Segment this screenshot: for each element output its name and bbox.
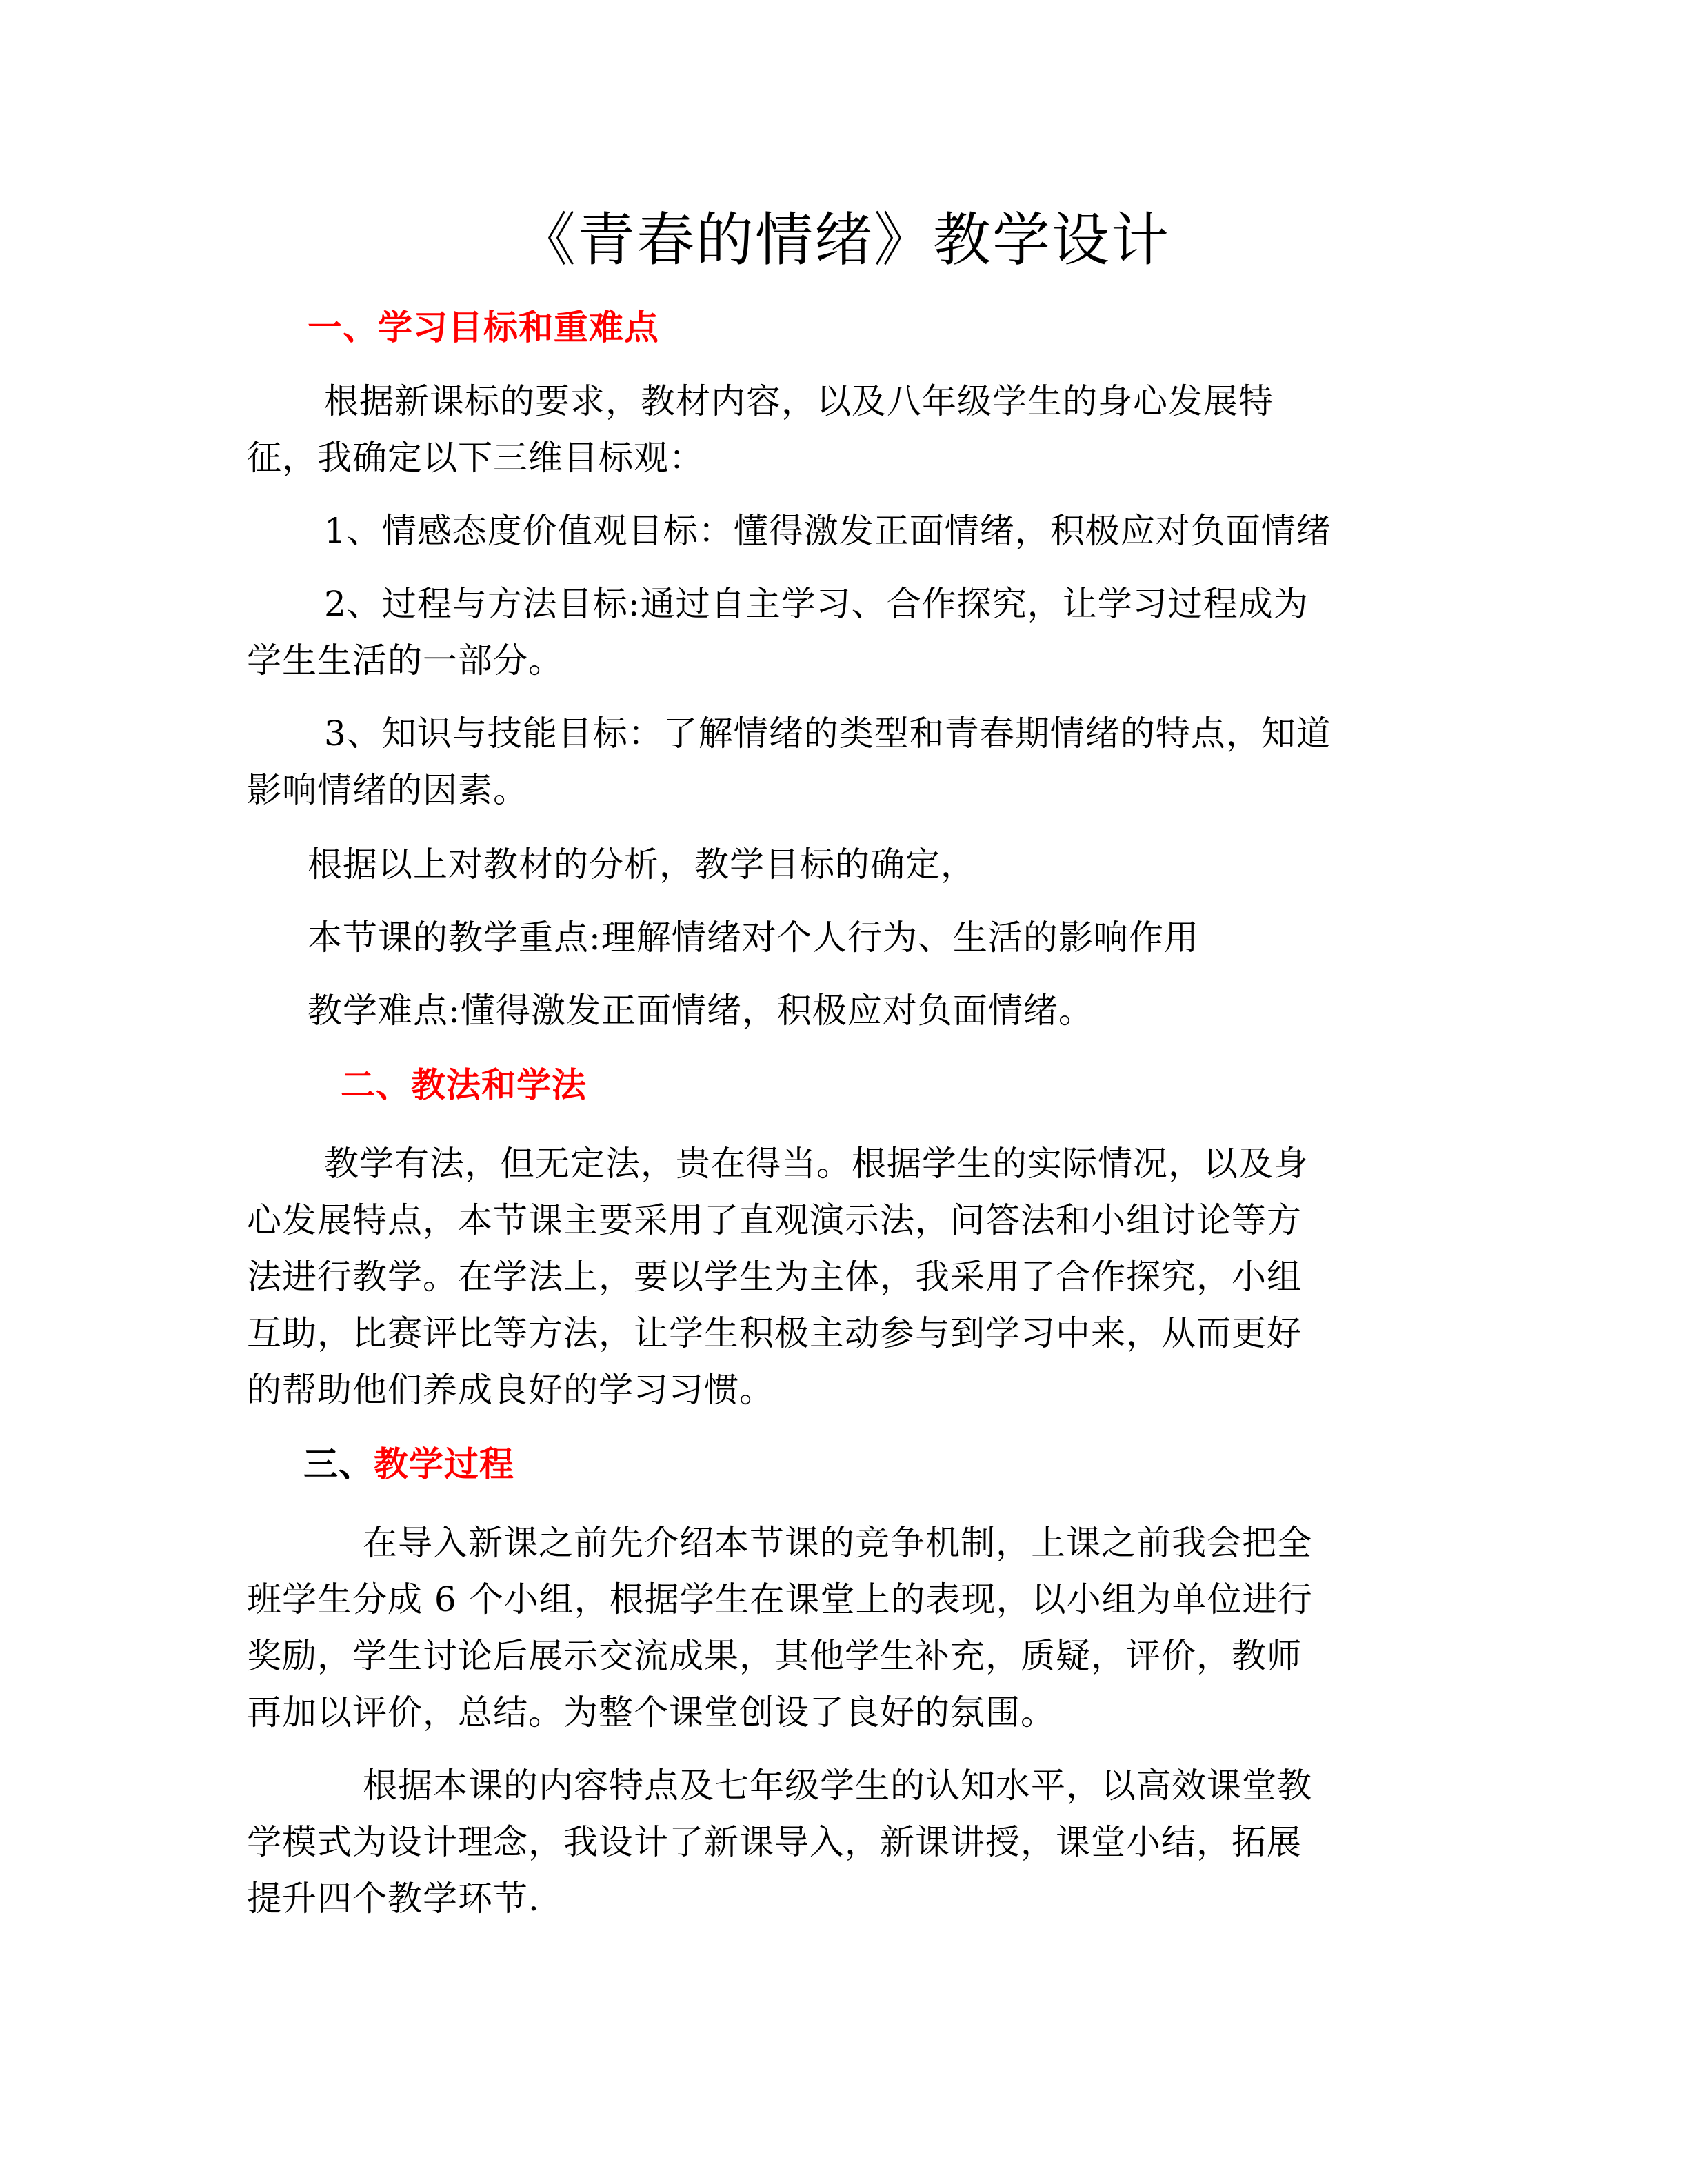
section1-goal2-line2: 学生生活的一部分。 [247,640,563,680]
section2-body-line5: 的帮助他们养成良好的学习习惯。 [247,1370,774,1410]
section3-para2-line1: 根据本课的内容特点及七年级学生的认知水平，以高效课堂教 [363,1766,1312,1806]
section1-intro-line2: 征，我确定以下三维目标观： [247,438,704,478]
section3-para1-line4: 再加以评价，总结。为整个课堂创设了良好的氛围。 [247,1692,1056,1732]
section2-body-line4: 互助，比赛评比等方法，让学生积极主动参与到学习中来，从而更好 [247,1313,1302,1353]
section1-goal3-line2: 影响情绪的因素。 [247,770,528,810]
section3-para1-line2: 班学生分成 6 个小组，根据学生在课堂上的表现，以小组为单位进行 [247,1579,1313,1619]
section3-heading-prefix: 三、 [303,1444,374,1484]
section1-intro-line1: 根据新课标的要求，教材内容，以及八年级学生的身心发展特 [324,381,1274,421]
section1-key-point: 本节课的教学重点:理解情绪对个人行为、生活的影响作用 [308,918,1199,958]
document-title: 《青春的情绪》教学设计 [517,206,1170,274]
section3-heading-text: 教学过程 [374,1444,514,1484]
section1-analysis: 根据以上对教材的分析，教学目标的确定， [308,845,976,884]
section3-heading [303,1444,514,1485]
section1-heading: 一、学习目标和重难点 [308,307,659,347]
section2-body-line1: 教学有法，但无定法，贵在得当。根据学生的实际情况，以及身 [324,1144,1309,1184]
section2-body-line3: 法进行教学。在学法上，要以学生为主体，我采用了合作探究，小组 [247,1257,1302,1297]
section2-heading: 二、教法和学法 [341,1064,587,1105]
section1-goal2-line1: 2、过程与方法目标:通过自主学习、合作探究，让学习过程成为 [324,584,1309,624]
section1-difficulty: 教学难点:懂得激发正面情绪，积极应对负面情绪。 [308,991,1094,1031]
section3-para1-line3: 奖励，学生讨论后展示交流成果，其他学生补充，质疑，评价，教师 [247,1636,1302,1676]
section3-para2-line3: 提升四个教学环节. [247,1879,540,1919]
section1-goal1-line1: 1、情感态度价值观目标：懂得激发正面情绪，积极应对负面情绪 [324,511,1332,551]
section3-para2-line2: 学模式为设计理念，我设计了新课导入，新课讲授，课堂小结，拓展 [247,1822,1302,1862]
section2-body-line2: 心发展特点，本节课主要采用了直观演示法，问答法和小组讨论等方 [247,1200,1302,1240]
section1-goal3-line1: 3、知识与技能目标：了解情绪的类型和青春期情绪的特点，知道 [324,714,1332,754]
section3-para1-line1: 在导入新课之前先介绍本节课的竞争机制，上课之前我会把全 [363,1523,1312,1563]
